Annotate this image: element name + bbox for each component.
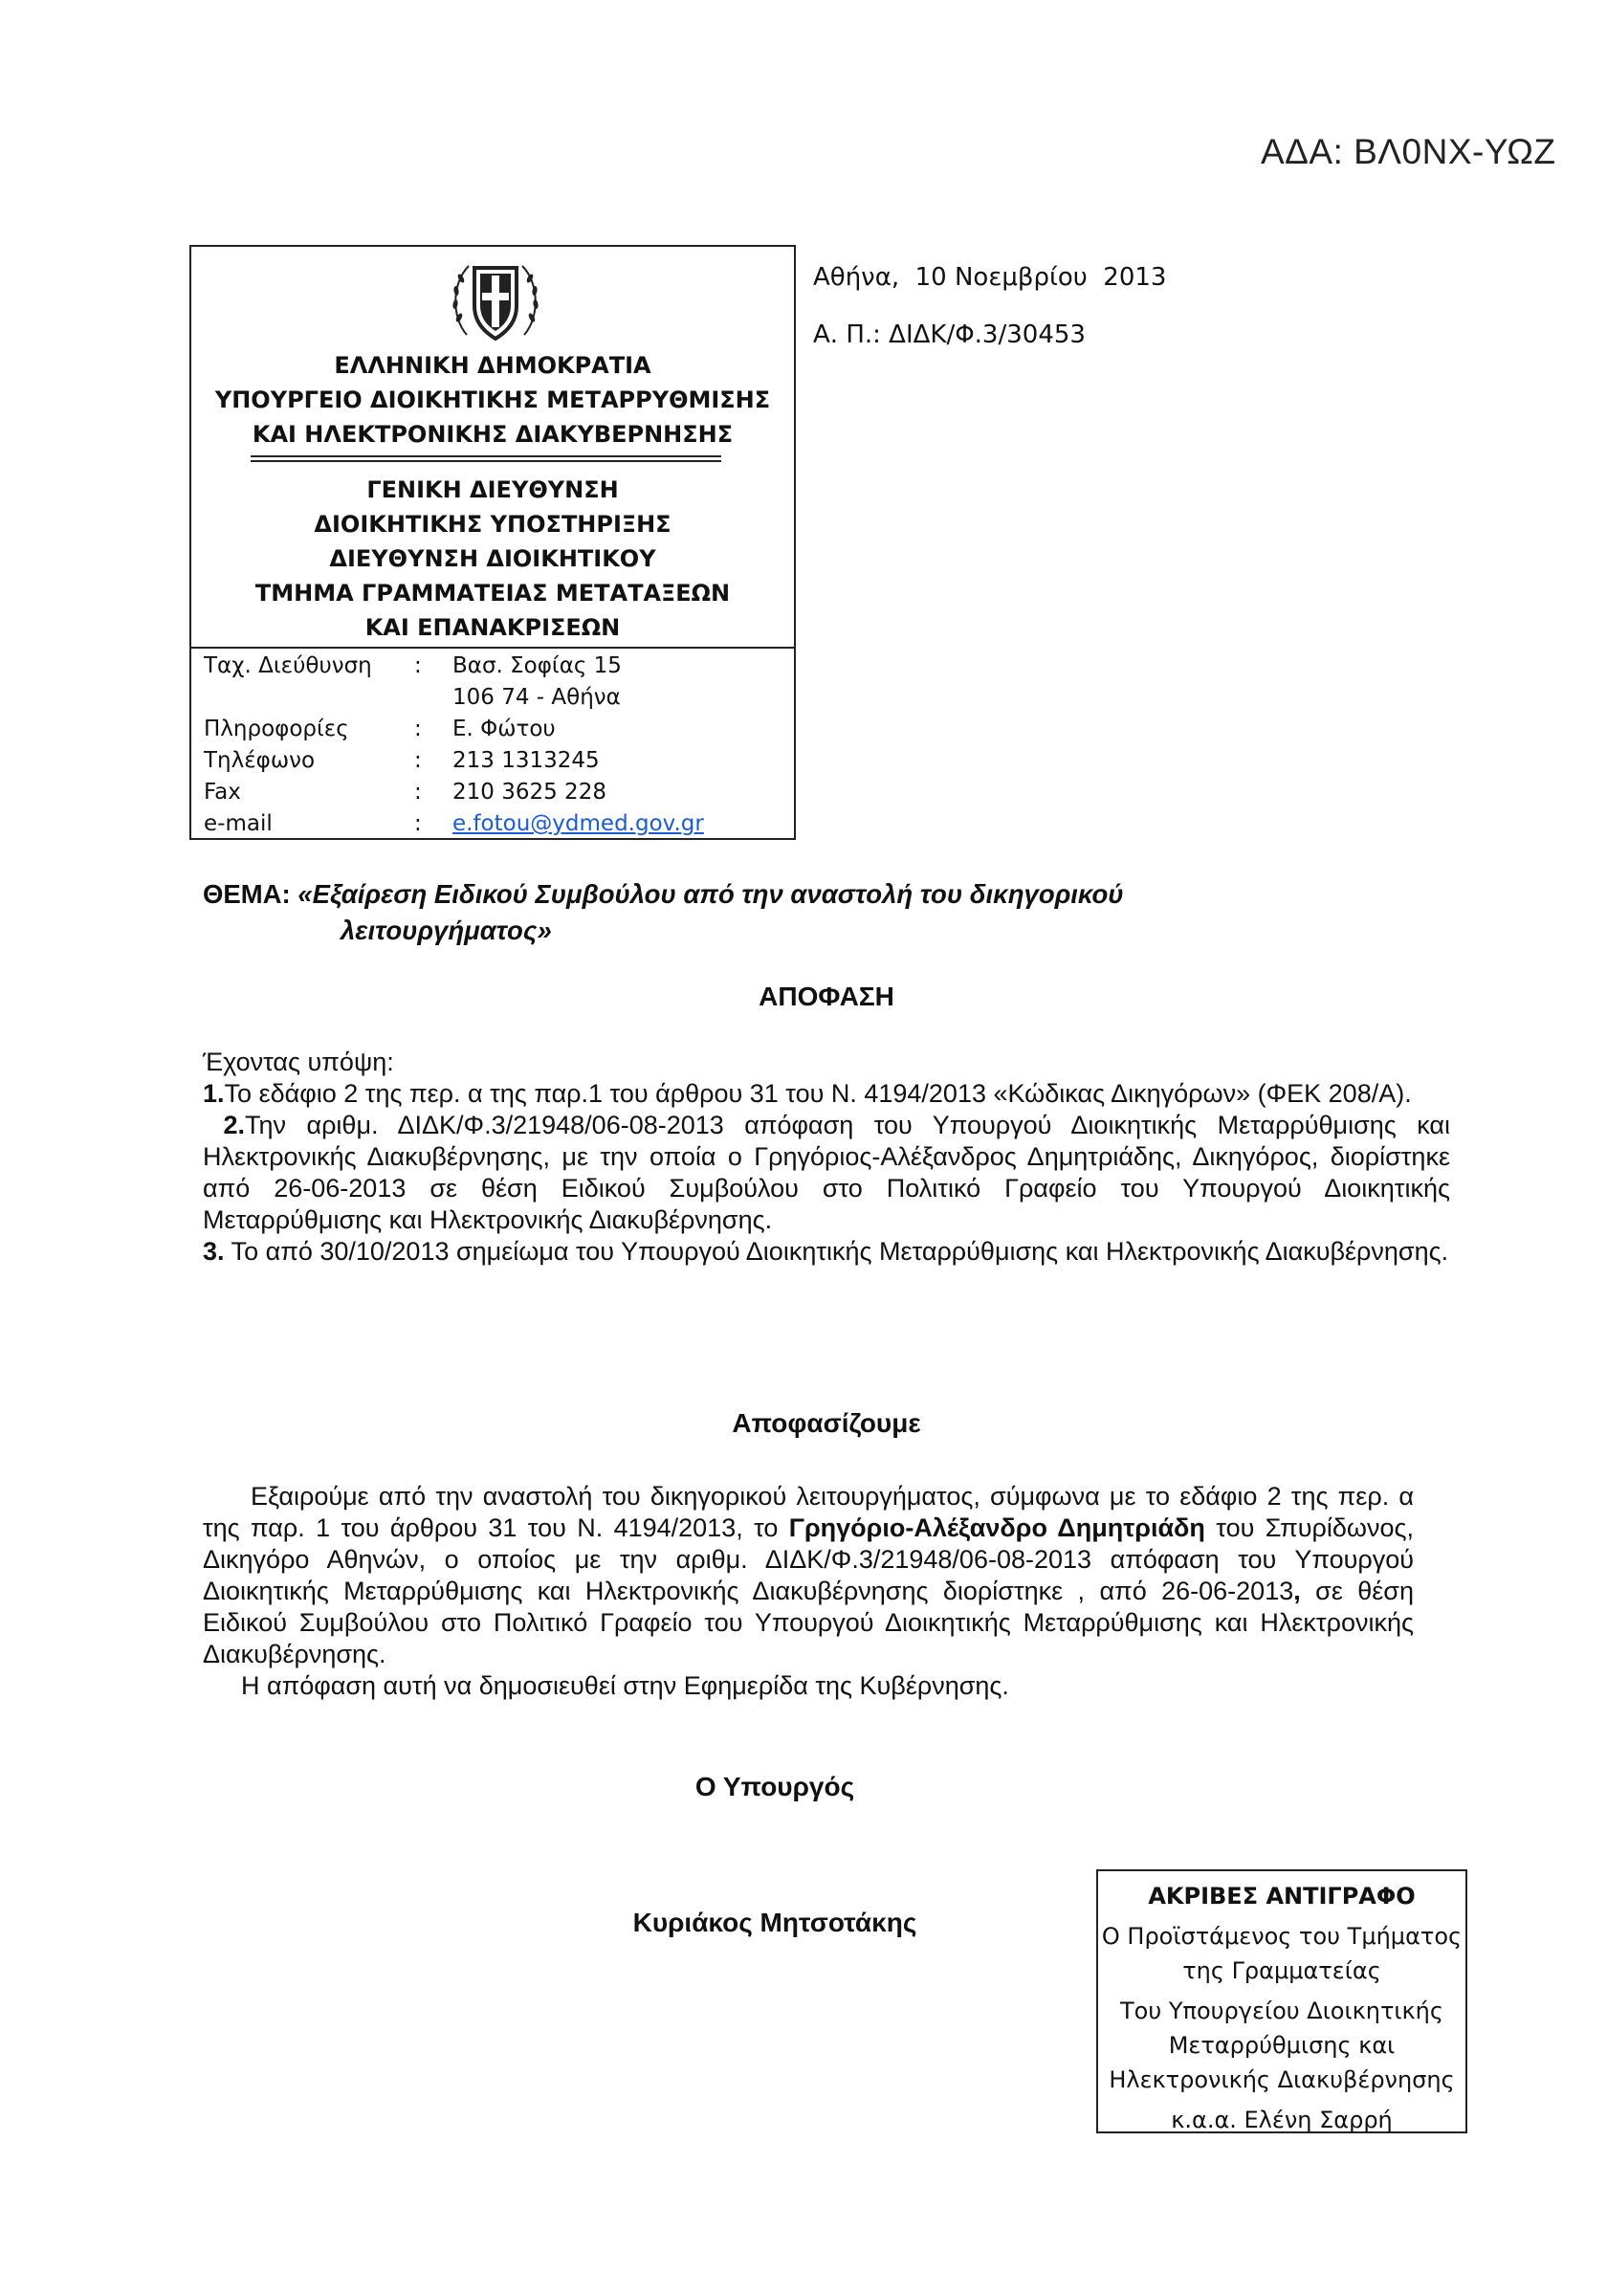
subject-text: «Εξαίρεση Ειδικού Συμβούλου από την αναστολή του δικηγορικού — [297, 879, 1124, 909]
ministry-heading — [191, 348, 794, 452]
greek-coat-of-arms-icon — [446, 251, 545, 350]
place-date: Αθήνα, 10 Νοεμβρίου 2013 — [813, 263, 1167, 292]
stamp-title: ΑΚΡΙΒΕΣ ΑΝΤΙΓΡΑΦΟ — [1148, 1883, 1416, 1910]
decision-text: σε θέση Ειδικού Συμβούλου στο Πολιτικό Γραφείο του Υπουργού Διοικητικής Μεταρρύθμισης και Ηλεκτρονικής Διακυβέρνησης. — [203, 1577, 1414, 1668]
separator: : — [414, 717, 422, 741]
date-block — [813, 249, 1166, 364]
ministry-line: ΥΠΟΥΡΓΕΙΟ ΔΙΟΙΚΗΤΙΚΗΣ ΜΕΤΑΡΡΥΘΜΙΣΗΣ — [214, 386, 771, 413]
subject-text-cont: λειτουργήματος» — [341, 916, 552, 945]
decision-section — [203, 1481, 1414, 1702]
fax-label: Fax — [204, 780, 241, 805]
separator: : — [414, 780, 422, 805]
contact-divider — [189, 647, 796, 649]
contact-row-fax — [204, 777, 704, 808]
department-line: ΓΕΝΙΚΗ ΔΙΕΥΘΥΝΣΗ — [366, 476, 619, 503]
stamp-line: Ο Προϊστάμενος του Τμήματος της Γραμματείας — [1101, 1923, 1463, 1984]
ministry-line: ΚΑΙ ΗΛΕΚΤΡΟΝΙΚΗΣ ΔΙΑΚΥΒΕΡΝΗΣΗΣ — [252, 421, 734, 448]
address-label: Ταχ. Διεύθυνση — [204, 653, 372, 678]
department-line: ΤΜΗΜΑ ΓΡΑΜΜΑΤΕΙΑΣ ΜΕΤΑΤΑΞΕΩΝ — [254, 580, 731, 607]
info-label: Πληροφορίες — [204, 717, 349, 741]
decision-paragraph — [203, 1481, 1414, 1670]
fax-value: 210 3625 228 — [452, 780, 606, 805]
item-number: 3. — [203, 1237, 225, 1266]
phone-label: Τηλέφωνο — [204, 748, 316, 773]
decision-name: Γρηγόριο-Αλέξανδρο Δημητριάδη — [788, 1513, 1205, 1542]
address-value: Βασ. Σοφίας 15 — [452, 653, 622, 678]
considering-item-2 — [203, 1110, 1450, 1236]
contact-row-address2 — [204, 682, 704, 714]
item-text: Το εδάφιο 2 της περ. α της παρ.1 του άρθρου 31 του Ν. 4194/2013 «Κώδικας Δικηγόρων» (ΦΕΚ 208/Α). — [224, 1079, 1412, 1108]
separator: : — [414, 811, 422, 836]
considering-intro: Έχοντας υπόψη: — [203, 1048, 394, 1076]
publish-line: Η απόφαση αυτή να δημοσιευθεί στην Εφημερίδα της Κυβέρνησης. — [241, 1671, 1009, 1700]
department-line: ΔΙΟΙΚΗΤΙΚΗΣ ΥΠΟΣΤΗΡΙΞΗΣ — [314, 511, 671, 538]
item-text: Την αριθμ. ΔΙΔΚ/Φ.3/21948/06-08-2013 απόφαση του Υπουργού Διοικητικής Μεταρρύθμισης και Ηλεκτρονικής Διακυβέρνησης, με την οποία ο Γρηγόριος-Αλέξανδρος Δημητριάδης, Δικηγόρος, διορίστηκε από 26-06-2013 σε θέση Ειδικού Συμβούλου στο Πολιτικό Γραφείο του Υπουργού Διοικητικής Μεταρρύθμισης και Ηλεκτρονικής Διακυβέρνησης. — [203, 1111, 1450, 1234]
considering-item-3 — [203, 1236, 1450, 1268]
stamp-line: κ.α.α. Ελένη Σαρρή — [1171, 2107, 1393, 2133]
ada-code: ΑΔΑ: ΒΛ0ΝΧ-ΥΩΖ — [1261, 132, 1556, 171]
decision-comma: , — [1293, 1577, 1301, 1605]
email-link[interactable]: e.fotou@ydmed.gov.gr — [452, 811, 704, 836]
email-label: e-mail — [204, 811, 273, 836]
contact-row-phone — [204, 745, 704, 777]
contact-row-email — [204, 808, 704, 840]
item-text: Το από 30/10/2013 σημείωμα του Υπουργού Διοικητικής Μεταρρύθμισης και Ηλεκτρονικής Διακυβέρνησης. — [224, 1237, 1449, 1266]
stamp-line: Του Υπουργείου Διοικητικής Μεταρρύθμισης και Ηλεκτρονικής Διακυβέρνησης — [1109, 1998, 1455, 2093]
decision-text: Εξαιρούμε από την αναστολή του δικηγορικού λειτουργήματος, σύμφωνα με το εδάφιο 2 της περ. α της παρ. 1 του άρθρου 31 του Ν. 4194/2013, το — [203, 1482, 1414, 1542]
decide-title: Αποφασίζουμε — [732, 1408, 921, 1438]
signature-name: Κυριάκος Μητσοτάκης — [632, 1908, 917, 1937]
department-line: ΚΑΙ ΕΠΑΝΑΚΡΙΣΕΩΝ — [364, 614, 621, 641]
contact-details — [204, 651, 704, 840]
ministry-line: ΕΛΛΗΝΙΚΗ ΔΗΜΟΚΡΑΤΙΑ — [334, 352, 651, 379]
info-value: Ε. Φώτου — [452, 717, 556, 741]
department-heading — [191, 473, 794, 645]
item-number: 1. — [203, 1079, 225, 1108]
considering-section — [203, 1047, 1450, 1268]
contact-row-info — [204, 714, 704, 745]
separator: : — [414, 748, 422, 773]
phone-value: 213 1313245 — [452, 748, 600, 773]
heading-divider — [251, 460, 721, 462]
contact-row-address — [204, 651, 704, 682]
protocol-number: Α. Π.: ΔΙΔΚ/Φ.3/30453 — [813, 320, 1086, 349]
item-number: 2. — [223, 1111, 245, 1139]
considering-item-1 — [203, 1078, 1450, 1110]
true-copy-stamp — [1096, 1869, 1467, 2133]
subject-label: ΘΕΜΑ: — [203, 879, 291, 909]
heading-divider — [251, 455, 721, 457]
subject — [203, 876, 1124, 949]
decision-title: ΑΠΟΦΑΣΗ — [759, 982, 894, 1011]
decision-text: του Σπυρίδωνος, Δικηγόρο Αθηνών, ο οποίος με την αριθμ. ΔΙΔΚ/Φ.3/21948/06-08-2013 απόφαση του Υπουργού Διοικητικής Μεταρρύθμισης και Ηλεκτρονικής Διακυβέρνησης διορίστηκε , από 26-06-2013 — [203, 1513, 1414, 1605]
address-value-2: 106 74 - Αθήνα — [452, 685, 621, 710]
signature-title: Ο Υπουργός — [694, 1772, 855, 1801]
department-line: ΔΙΕΥΘΥΝΣΗ ΔΙΟΙΚΗΤΙΚΟΥ — [329, 545, 656, 572]
separator: : — [414, 653, 422, 678]
